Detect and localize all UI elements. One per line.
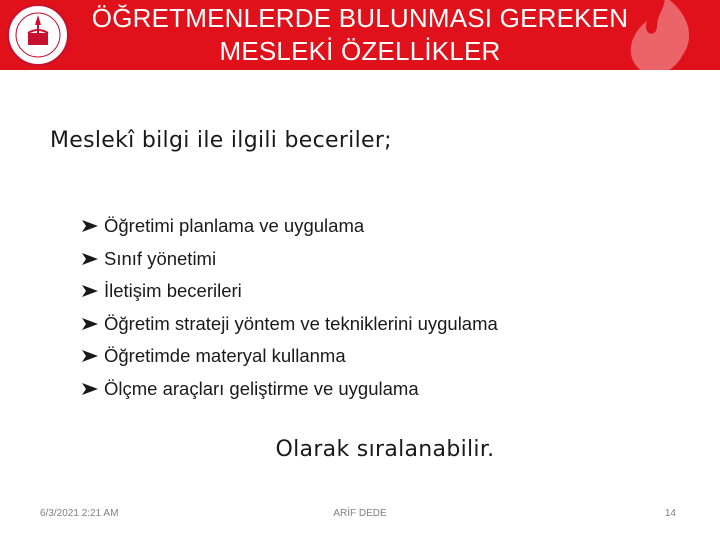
list-item: [80, 373, 498, 406]
flame-icon: [612, 0, 702, 70]
bullet-list: [80, 210, 498, 405]
list-item: [80, 340, 498, 373]
list-item-text: Öğretimde materyal kullanma: [104, 345, 346, 366]
arrow-bullet-icon: [80, 252, 100, 266]
list-item: [80, 210, 498, 243]
arrow-bullet-icon: [80, 382, 100, 396]
list-item-text: İletişim becerileri: [104, 280, 242, 301]
closing-text: Olarak sıralanabilir.: [275, 437, 495, 462]
list-item-text: Ölçme araçları geliştirme ve uygulama: [104, 377, 419, 399]
header-banner: [0, 0, 720, 70]
title-line-1: ÖĞRETMENLERDE BULUNMASI GEREKEN: [91, 3, 629, 33]
arrow-bullet-icon: [80, 219, 100, 233]
section-subtitle: Meslekî bilgi ile ilgili beceriler;: [50, 128, 392, 153]
arrow-bullet-icon: [80, 317, 100, 331]
list-item-text: Öğretimi planlama ve uygulama: [104, 215, 365, 236]
title-line-2: MESLEKİ ÖZELLİKLER: [219, 36, 501, 66]
list-item: [80, 308, 498, 341]
footer-date: 6/3/2021 2:21 AM: [40, 508, 119, 519]
footer-author: ARİF DEDE: [333, 508, 387, 519]
list-item: [80, 275, 498, 308]
slide-title: [80, 2, 640, 68]
list-item: [80, 243, 498, 276]
meb-logo-icon: [6, 3, 70, 67]
footer-page-number: 14: [664, 508, 676, 519]
list-item-text: Sınıf yönetimi: [104, 247, 217, 269]
arrow-bullet-icon: [80, 284, 100, 298]
arrow-bullet-icon: [80, 349, 100, 363]
list-item-text: Öğretim strateji yöntem ve tekniklerini uygulama: [104, 312, 498, 334]
